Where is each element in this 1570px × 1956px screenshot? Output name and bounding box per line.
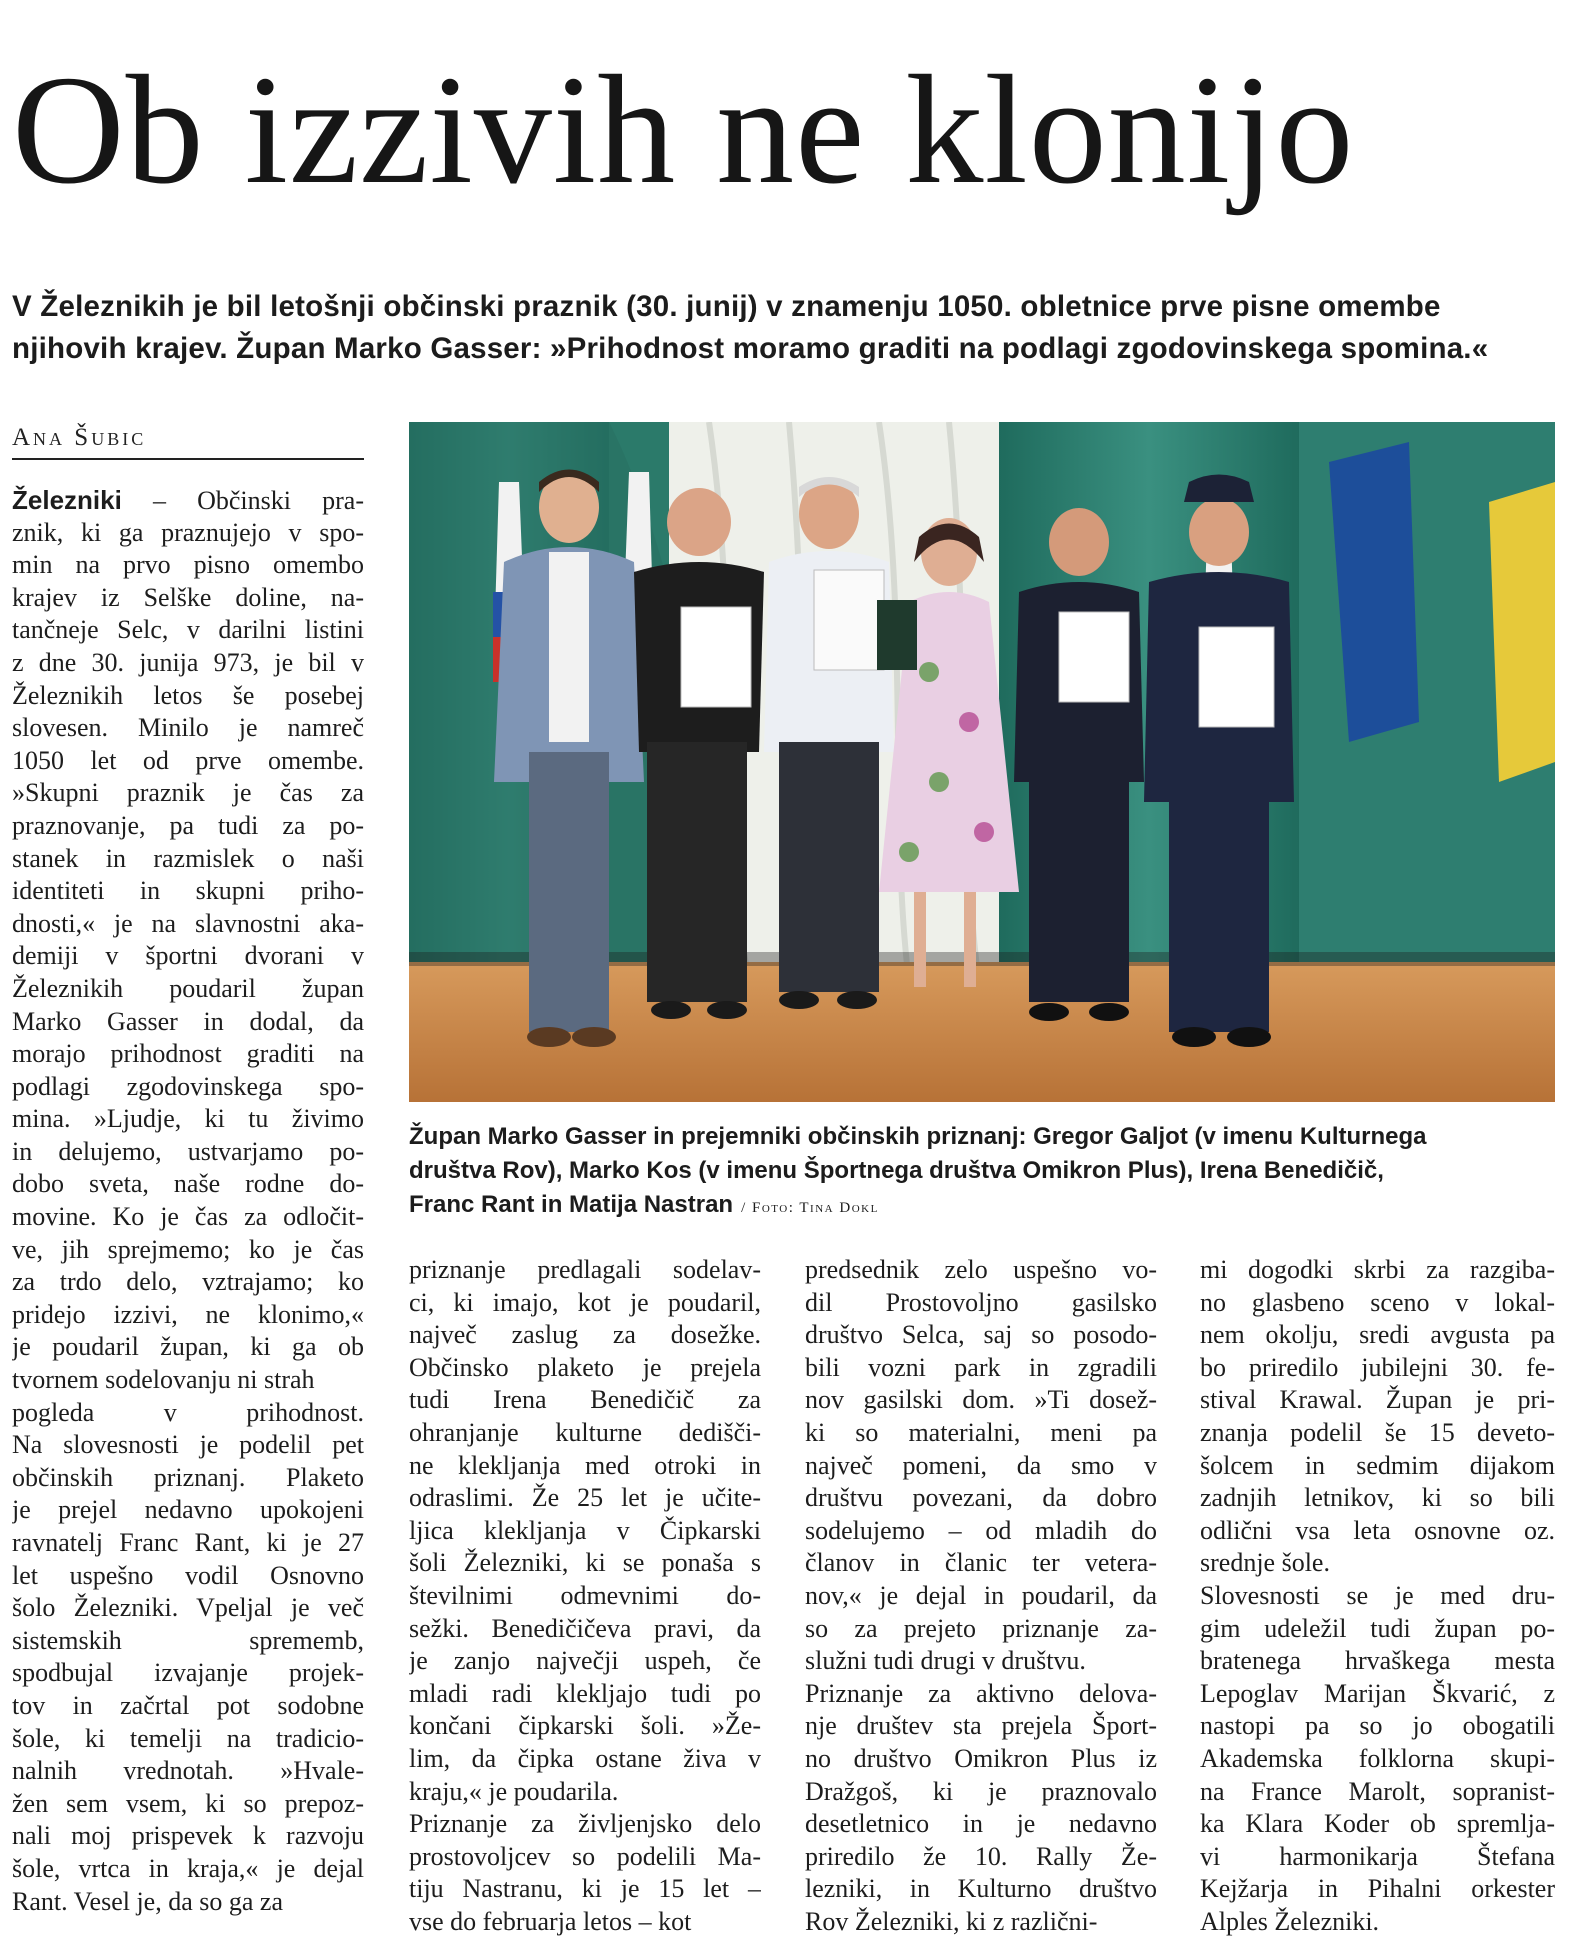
article-line: društvo Selca, saj so posodo-	[805, 1320, 1157, 1350]
article-line: ne klekljanja med otroki in	[409, 1450, 761, 1480]
article-line: nali moj prispevek k razvoju	[12, 1821, 364, 1851]
article-line: stanek in razmislek o naši	[12, 843, 364, 873]
article-line: pridejo izzivi, ne klonimo,«	[12, 1299, 364, 1329]
article-line: ljica klekljanja v Čipkarski	[409, 1515, 761, 1545]
article-line: šole, ki temelji na tradicio-	[12, 1723, 364, 1753]
article-line: nastopi pa so jo obogatili	[1200, 1711, 1555, 1741]
lede-line: V Železnikih je bil letošnji občinski praznik (30. junij) v znamenju 1050. obletnice prve pisne omembe	[12, 290, 1441, 323]
headline: Ob izzivih ne klonijo	[12, 43, 1355, 216]
article-line: Kejžarja in Pihalni orkester	[1200, 1874, 1555, 1904]
article-line: žen sem vsem, ki so prepoz-	[12, 1788, 364, 1818]
article-line: prostovoljcev so podelili Ma-	[409, 1841, 761, 1871]
article-line: predsednik zelo uspešno vo-	[805, 1255, 1157, 1284]
article-line: bili vozni park in zgradili	[805, 1352, 1157, 1382]
article-line: šolcem in sedmim dijakom	[1200, 1450, 1555, 1480]
article-line: nje društev sta prejela Šport-	[805, 1711, 1157, 1741]
article-line: stival Krawal. Župan je pri-	[1200, 1385, 1555, 1415]
article-line: morajo prihodnost graditi na	[12, 1039, 364, 1069]
caption-line: Franc Rant in Matija Nastran	[409, 1191, 734, 1218]
article-line: znanja podelil še 15 deveto-	[1200, 1417, 1555, 1447]
article-line: Akademska folklorna skupi-	[1200, 1743, 1555, 1773]
article-line: občinskih priznanj. Plaketo	[12, 1462, 364, 1492]
caption-line: društva Rov), Marko Kos (v imenu Športnega društva Omikron Plus), Irena Benedičič,	[409, 1157, 1384, 1184]
article-line: ravnatelj Franc Rant, ki je 27	[12, 1528, 364, 1557]
article-line: največ zaslug za dosežke.	[409, 1320, 761, 1350]
dateline-place: Železniki	[12, 485, 122, 515]
article-line: sistemskih sprememb,	[12, 1625, 364, 1655]
article-line: je poudaril župan, ki ga ob	[12, 1332, 364, 1362]
article-line: ohranjanje kulturne dedišči-	[409, 1417, 761, 1447]
article-line: sodelujemo – od mladih do	[805, 1515, 1157, 1545]
article-line: in delujemo, ustvarjamo po-	[12, 1136, 364, 1166]
lede	[12, 286, 1552, 370]
article-line: movine. Ko je čas za odločit-	[12, 1202, 364, 1232]
article-line: vi harmonikarja Štefana	[1200, 1841, 1555, 1871]
award-photo	[409, 422, 1555, 1102]
article-line: Rov Železniki, ki z različni-	[805, 1906, 1098, 1936]
article-line: dobo sveta, naše rodne do-	[12, 1169, 364, 1199]
article-line: no društvo Omikron Plus iz	[805, 1743, 1157, 1773]
article-line: nov,« je dejal in poudaril, da	[805, 1580, 1157, 1610]
byline: Ana Šubic	[12, 424, 364, 460]
article-line: tov in začrtal pot sodobne	[12, 1690, 364, 1720]
article-line: desetletnico in je nedavno	[805, 1809, 1157, 1839]
article-line: nem okolju, sredi avgusta pa	[1200, 1320, 1555, 1350]
article-line: tvornem sodelovanju ni strah	[12, 1365, 315, 1395]
article-column-2	[409, 1254, 761, 1938]
article-line: spodbujal izvajanje projek-	[12, 1658, 364, 1688]
article-line: vse do februarja letos – kot	[409, 1906, 692, 1936]
article-line: Slovesnosti se je med dru-	[1200, 1580, 1555, 1610]
article-line: lezniki, in Kulturno društvo	[805, 1874, 1157, 1904]
article-line: Občinsko plaketo je prejela	[409, 1352, 761, 1382]
article-line: praznovanje, pa tudi za po-	[12, 810, 364, 840]
article-line: za trdo delo, vztrajamo; ko	[12, 1267, 364, 1297]
article-line: 1050 let od prve omembe.	[12, 745, 364, 775]
article-line: odlični vsa leta osnovne oz.	[1200, 1515, 1555, 1545]
article-line: tiju Nastranu, ki je 15 let –	[409, 1874, 761, 1904]
article-column-1	[12, 484, 364, 1918]
article-line: Železnikih letos še posebej	[12, 680, 364, 710]
article-line: slovesen. Minilo je namreč	[12, 713, 364, 743]
article-line: sežki. Benedičičeva pravi, da	[409, 1613, 761, 1643]
article-line: so za prejeto priznanje za-	[805, 1613, 1157, 1643]
article-line: let uspešno vodil Osnovno	[12, 1560, 364, 1590]
photo-credit: / Foto: Tina Dokl	[741, 1200, 879, 1216]
first-line	[12, 484, 364, 517]
article-line: mi dogodki skrbi za razgiba-	[1200, 1255, 1555, 1284]
article-line: ka Klara Koder ob spremlja-	[1200, 1809, 1555, 1839]
article-line: znik, ki ga praznujejo v spo-	[12, 517, 364, 547]
article-line: Na slovesnosti je podelil pet	[12, 1430, 364, 1460]
article-line: Alples Železniki.	[1200, 1906, 1380, 1936]
article-line: Priznanje za življenjsko delo	[409, 1809, 761, 1839]
article-line: gim udeležil tudi župan po-	[1200, 1613, 1555, 1643]
article-line: zadnjih letnikov, ki so bili	[1200, 1483, 1555, 1513]
article-line: dil Prostovoljno gasilsko	[805, 1287, 1157, 1317]
article-line: priznanje predlagali sodelav-	[409, 1255, 761, 1284]
article-line: lim, da čipka ostane živa v	[409, 1743, 761, 1773]
article-line: pogleda v prihodnost.	[12, 1397, 364, 1427]
article-line: »Skupni praznik je čas za	[12, 778, 364, 808]
article-line: identiteti in skupni priho-	[12, 876, 364, 906]
article-line: mina. »Ljudje, ki tu živimo	[12, 1104, 364, 1134]
article-line: članov in članic ter vetera-	[805, 1548, 1157, 1578]
article-line: nalnih vrednotah. »Hvale-	[12, 1756, 364, 1786]
article-line: kraju,« je poudarila.	[409, 1776, 619, 1806]
article-column-3	[805, 1254, 1157, 1938]
article-line: tančneje Selc, v darilni listini	[12, 615, 364, 645]
article-line: ci, ki imajo, kot je poudaril,	[409, 1287, 761, 1317]
photo-caption	[409, 1120, 1555, 1225]
article-line: srednje šole.	[1200, 1548, 1330, 1578]
article-line: dnosti,« je na slavnostni aka-	[12, 908, 364, 938]
article-line: min na prvo pisno omembo	[12, 550, 364, 580]
article-line: nov gasilski dom. »Ti dosež-	[805, 1385, 1157, 1415]
article-line: tudi Irena Benedičič za	[409, 1385, 761, 1415]
article-line: je zanjo največji uspeh, če	[409, 1646, 761, 1676]
article-line: služni tudi drugi v društvu.	[805, 1646, 1086, 1676]
article-column-4	[1200, 1254, 1555, 1938]
person-2	[634, 488, 764, 1019]
article-line: Dražgoš, ki je praznovalo	[805, 1776, 1157, 1806]
article-line: no glasbeno sceno v lokal-	[1200, 1287, 1555, 1317]
article-line: z dne 30. junija 973, je bil v	[12, 647, 364, 677]
caption-line-last	[409, 1188, 1555, 1225]
article-line: Rant. Vesel je, da so ga za	[12, 1886, 283, 1916]
article-line: številnimi odmevnimi do-	[409, 1580, 761, 1610]
article-line: bo priredilo jubilejni 30. fe-	[1200, 1352, 1555, 1382]
article-line: mladi radi klekljajo tudi po	[409, 1678, 761, 1708]
article-line: priredilo že 10. Rally Že-	[805, 1841, 1157, 1871]
article-line: šoli Železniki, ki se ponaša s	[409, 1548, 761, 1578]
lede-line: njihovih krajev. Župan Marko Gasser: »Prihodnost moramo graditi na podlagi zgodovinskega spomina.«	[12, 332, 1489, 365]
article-line: končani čipkarski šoli. »Že-	[409, 1711, 761, 1741]
article-line: na France Marolt, sopranist-	[1200, 1776, 1555, 1806]
article-line: odraslimi. Že 25 let je učite-	[409, 1483, 761, 1513]
article-line: ve, jih sprejmemo; ko je čas	[12, 1234, 364, 1264]
article-line: društvu povezani, da dobro	[805, 1483, 1157, 1513]
article-line: krajev iz Selške doline, na-	[12, 582, 364, 612]
article-line: Priznanje za aktivno delova-	[805, 1678, 1157, 1708]
article-line: največ pomeni, da smo v	[805, 1450, 1157, 1480]
article-line: šolo Železniki. Vpeljal je več	[12, 1593, 364, 1623]
article-line: demiji v športni dvorani v	[12, 941, 364, 971]
caption-line: Župan Marko Gasser in prejemniki občinskih priznanj: Gregor Galjot (v imenu Kulturnega	[409, 1123, 1427, 1150]
article-line: Železnikih poudaril župan	[12, 973, 364, 1003]
article-line: bratenega hrvaškega mesta	[1200, 1646, 1555, 1676]
article-line: šole, vrtca in kraja,« je dejal	[12, 1853, 364, 1883]
article-line: podlagi zgodovinskega spo-	[12, 1071, 364, 1101]
article-line: Marko Gasser in dodal, da	[12, 1006, 364, 1036]
article-line: Lepoglav Marijan Škvarić, z	[1200, 1678, 1555, 1708]
article-line: je prejel nedavno upokojeni	[12, 1495, 364, 1525]
article-line: ki so materialni, meni pa	[805, 1417, 1157, 1447]
first-line-rest: – Občinski pra-	[121, 486, 364, 515]
